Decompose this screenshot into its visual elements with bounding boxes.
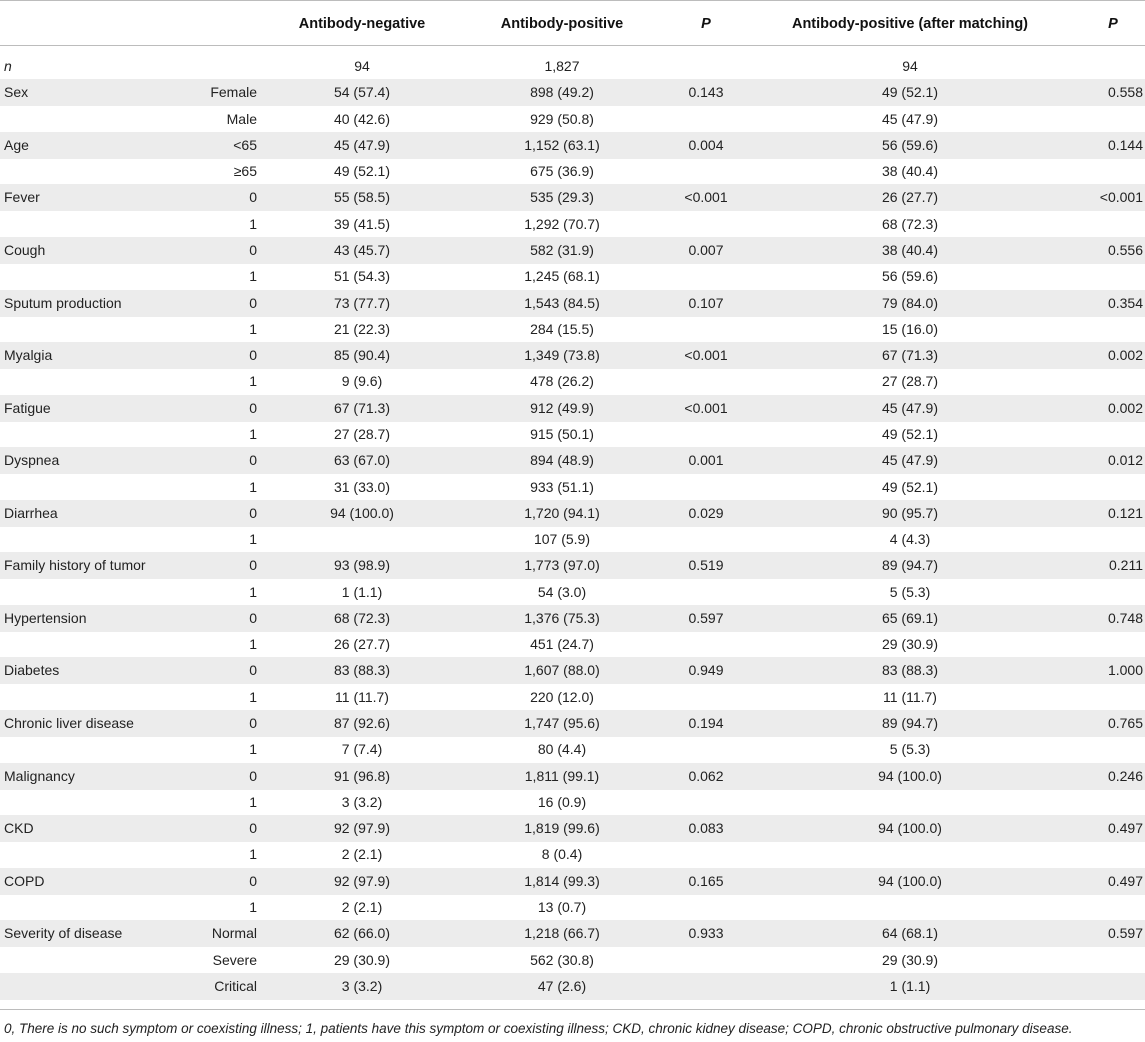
row-antibody-negative: 26 (27.7) [333, 636, 391, 653]
row-level: 0 [249, 767, 257, 784]
row-antibody-negative: 27 (28.7) [333, 425, 391, 442]
row-variable: Diabetes [4, 662, 60, 679]
row-antibody-positive: 675 (36.9) [530, 163, 594, 180]
row-level: 1 [249, 268, 257, 285]
header-antibody-negative: Antibody-negative [298, 16, 426, 32]
row-antibody-negative: 92 (97.9) [333, 820, 391, 837]
row-level: 0 [249, 872, 257, 889]
row-level: 0 [249, 294, 257, 311]
row-antibody-positive: 284 (15.5) [530, 320, 594, 337]
row-antibody-positive: 1,245 (68.1) [524, 268, 600, 285]
table-row [0, 552, 1145, 579]
row-antibody-negative: 3 (3.2) [341, 793, 383, 810]
table-header [0, 0, 1145, 46]
row-p-value: 0.107 [688, 294, 724, 311]
row-antibody-negative: 87 (92.6) [333, 715, 391, 731]
row-antibody-positive-matched: 5 (5.3) [889, 741, 931, 758]
row-antibody-positive-matched: 64 (68.1) [881, 925, 939, 942]
row-antibody-positive: 1,747 (95.6) [524, 715, 600, 731]
row-antibody-negative: 45 (47.9) [333, 136, 391, 153]
row-antibody-positive-matched: 15 (16.0) [881, 320, 939, 337]
row-antibody-positive-matched: 94 (100.0) [878, 767, 942, 784]
row-antibody-positive-matched: 89 (94.7) [881, 557, 939, 574]
table-row [0, 631, 1145, 658]
row-antibody-positive-matched: 79 (84.0) [881, 294, 939, 311]
table-row [0, 763, 1145, 790]
row-variable: Malignancy [4, 767, 75, 784]
table-row [0, 526, 1145, 553]
row-antibody-positive-matched: 68 (72.3) [881, 215, 939, 232]
row-antibody-positive: 80 (4.4) [537, 741, 587, 758]
row-antibody-positive-matched: 4 (4.3) [889, 531, 931, 547]
table-row [0, 920, 1145, 947]
row-antibody-positive: 912 (49.9) [530, 399, 594, 416]
table-row [0, 579, 1145, 606]
row-antibody-positive: 1,819 (99.6) [524, 820, 600, 837]
row-antibody-positive-matched: 49 (52.1) [881, 84, 939, 101]
row-antibody-positive-matched: 56 (59.6) [881, 268, 939, 285]
row-antibody-negative: 9 (9.6) [341, 373, 383, 390]
table-row [0, 53, 1145, 80]
row-level: 1 [249, 899, 257, 915]
row-antibody-negative: 94 (100.0) [330, 504, 394, 521]
row-antibody-negative: 49 (52.1) [333, 163, 391, 180]
table-footnote: 0, There is no such symptom or coexisting illness; 1, patients have this symptom or coexisting illness; CKD, chronic kidney disease; COPD, chronic obstructive pulmonary disease. [4, 1021, 1073, 1036]
row-antibody-positive-matched: 26 (27.7) [881, 189, 939, 206]
row-level: 0 [249, 399, 257, 416]
row-antibody-negative: 55 (58.5) [333, 189, 391, 206]
row-antibody-negative: 93 (98.9) [333, 557, 391, 574]
table-row [0, 947, 1145, 974]
row-level: 1 [249, 478, 257, 495]
row-p-value-matched: 0.354 [1107, 294, 1143, 311]
row-antibody-positive: 1,720 (94.1) [524, 504, 600, 521]
row-variable: Severity of disease [4, 925, 123, 942]
row-level: 1 [249, 583, 257, 600]
row-antibody-negative: 94 [354, 58, 370, 74]
row-level: Female [210, 84, 257, 101]
row-p-value: 0.143 [688, 84, 724, 101]
row-p-value-matched: 1.000 [1107, 662, 1143, 679]
row-antibody-positive-matched: 94 (100.0) [878, 872, 942, 889]
row-level: 1 [249, 215, 257, 232]
row-antibody-positive: 1,376 (75.3) [524, 609, 600, 626]
row-variable: Sputum production [4, 294, 122, 311]
table-row [0, 395, 1145, 422]
row-antibody-positive: 582 (31.9) [530, 242, 594, 258]
row-antibody-positive-matched: 27 (28.7) [881, 373, 939, 390]
row-p-value-matched: 0.748 [1107, 609, 1143, 626]
row-antibody-positive: 1,152 (63.1) [524, 136, 600, 153]
row-antibody-negative: 21 (22.3) [333, 320, 391, 337]
row-level: 0 [249, 347, 257, 364]
table-row [0, 605, 1145, 632]
row-antibody-positive-matched: 11 (11.7) [883, 688, 937, 705]
row-antibody-positive: 1,773 (97.0) [524, 557, 600, 574]
row-variable: Family history of tumor [4, 557, 146, 574]
row-antibody-negative: 2 (2.1) [341, 899, 383, 915]
table-row [0, 894, 1145, 921]
table-row [0, 684, 1145, 711]
row-level: 0 [249, 820, 257, 837]
table-row [0, 973, 1145, 1000]
row-p-value: 0.083 [688, 820, 724, 837]
row-antibody-positive-matched: 94 (100.0) [878, 820, 942, 837]
row-p-value: <0.001 [684, 399, 728, 416]
row-antibody-positive-matched: 29 (30.9) [881, 636, 939, 653]
row-variable: CKD [4, 820, 34, 837]
row-p-value-matched: 0.246 [1107, 767, 1143, 784]
row-p-value: 0.949 [688, 662, 724, 679]
table-row [0, 500, 1145, 527]
row-p-value-matched: 0.558 [1107, 84, 1143, 101]
row-antibody-positive-matched: 90 (95.7) [881, 504, 939, 521]
row-level: <65 [233, 136, 257, 153]
row-antibody-positive: 8 (0.4) [541, 846, 583, 863]
row-antibody-positive: 1,607 (88.0) [524, 662, 600, 679]
row-level: 0 [249, 189, 257, 206]
row-antibody-positive: 54 (3.0) [537, 583, 587, 600]
row-p-value: 0.597 [688, 609, 724, 626]
row-level: Severe [212, 951, 257, 968]
table-row [0, 421, 1145, 448]
row-antibody-positive: 220 (12.0) [530, 688, 594, 705]
row-p-value: 0.194 [688, 715, 724, 731]
row-antibody-positive-matched: 29 (30.9) [881, 951, 939, 968]
row-p-value-matched: 0.121 [1107, 504, 1143, 521]
row-antibody-positive: 915 (50.1) [530, 425, 594, 442]
table-row [0, 657, 1145, 684]
row-level: Critical [214, 977, 257, 994]
row-p-value-matched: <0.001 [1099, 189, 1143, 206]
row-antibody-negative: 11 (11.7) [335, 688, 389, 705]
row-antibody-positive-matched: 83 (88.3) [881, 662, 939, 679]
row-variable: Myalgia [4, 347, 53, 364]
row-antibody-negative: 31 (33.0) [333, 478, 391, 495]
row-level: 0 [249, 452, 257, 469]
row-p-value-matched: 0.211 [1109, 557, 1143, 574]
row-variable: n [4, 58, 12, 74]
row-antibody-positive-matched: 38 (40.4) [881, 163, 939, 180]
row-variable: Fever [4, 189, 40, 206]
row-antibody-positive-matched: 45 (47.9) [881, 452, 939, 469]
row-p-value: 0.062 [688, 767, 724, 784]
table-row [0, 815, 1145, 842]
table-row [0, 736, 1145, 763]
row-p-value-matched: 0.002 [1107, 347, 1143, 364]
table-row [0, 211, 1145, 238]
row-level: 1 [249, 688, 257, 705]
header-p-value-matched: P [1108, 16, 1118, 32]
row-antibody-positive-matched: 45 (47.9) [881, 399, 939, 416]
row-antibody-positive-matched: 49 (52.1) [881, 425, 939, 442]
row-antibody-negative: 85 (90.4) [333, 347, 391, 364]
row-antibody-positive: 1,349 (73.8) [524, 347, 600, 364]
row-antibody-negative: 68 (72.3) [333, 609, 391, 626]
table-row [0, 106, 1145, 133]
row-antibody-positive: 535 (29.3) [530, 189, 594, 206]
table-row [0, 158, 1145, 185]
row-antibody-positive: 929 (50.8) [530, 110, 594, 127]
header-antibody-positive: Antibody-positive [500, 16, 624, 32]
row-level: 1 [249, 846, 257, 863]
row-antibody-negative: 63 (67.0) [333, 452, 391, 469]
row-antibody-negative: 73 (77.7) [333, 294, 391, 311]
row-antibody-negative: 67 (71.3) [333, 399, 391, 416]
row-variable: Dyspnea [4, 452, 60, 469]
row-antibody-negative: 40 (42.6) [333, 110, 391, 127]
row-antibody-negative: 2 (2.1) [341, 846, 383, 863]
row-antibody-positive: 1,218 (66.7) [524, 925, 600, 942]
row-level: ≥65 [233, 163, 257, 180]
row-antibody-positive-matched: 38 (40.4) [881, 242, 939, 258]
table-row [0, 184, 1145, 211]
table-row [0, 474, 1145, 501]
row-antibody-negative: 29 (30.9) [333, 951, 391, 968]
row-p-value-matched: 0.597 [1107, 925, 1143, 942]
row-p-value-matched: 0.012 [1107, 452, 1143, 469]
row-antibody-positive: 1,811 (99.1) [524, 767, 600, 784]
row-level: 1 [249, 636, 257, 653]
table-row [0, 710, 1145, 737]
table-row [0, 868, 1145, 895]
row-antibody-positive: 1,814 (99.3) [524, 872, 600, 889]
row-antibody-positive-matched: 67 (71.3) [881, 347, 939, 364]
row-antibody-positive: 16 (0.9) [537, 793, 587, 810]
table-row [0, 237, 1145, 264]
row-level: 1 [249, 531, 257, 547]
table-row [0, 316, 1145, 343]
row-antibody-negative: 62 (66.0) [333, 925, 391, 942]
row-antibody-negative: 54 (57.4) [333, 84, 391, 101]
row-level: 0 [249, 609, 257, 626]
row-p-value: 0.004 [688, 136, 724, 153]
row-antibody-negative: 3 (3.2) [341, 977, 383, 994]
row-variable: Diarrhea [4, 504, 58, 521]
row-antibody-positive-matched: 94 [902, 58, 918, 74]
row-p-value: 0.519 [688, 557, 724, 574]
row-antibody-positive-matched: 56 (59.6) [881, 136, 939, 153]
row-p-value: 0.029 [688, 504, 724, 521]
table-row [0, 447, 1145, 474]
row-antibody-positive: 562 (30.8) [530, 951, 594, 968]
row-antibody-negative: 91 (96.8) [333, 767, 391, 784]
row-antibody-positive: 47 (2.6) [537, 977, 587, 994]
table-row [0, 263, 1145, 290]
row-level: 1 [249, 373, 257, 390]
row-antibody-positive-matched: 5 (5.3) [889, 583, 931, 600]
row-p-value-matched: 0.002 [1107, 399, 1143, 416]
row-antibody-positive: 894 (48.9) [530, 452, 594, 469]
row-antibody-positive: 1,827 [544, 58, 580, 74]
row-antibody-positive-matched: 49 (52.1) [881, 478, 939, 495]
row-level: Normal [211, 925, 257, 942]
row-antibody-positive: 107 (5.9) [533, 531, 591, 547]
table-row [0, 789, 1145, 816]
row-antibody-negative: 92 (97.9) [333, 872, 391, 889]
table-row [0, 79, 1145, 106]
row-antibody-negative: 1 (1.1) [341, 583, 383, 600]
row-level: 1 [249, 793, 257, 810]
table-row [0, 841, 1145, 868]
row-p-value: 0.165 [688, 872, 724, 889]
row-antibody-positive: 1,292 (70.7) [524, 215, 600, 232]
row-p-value: <0.001 [684, 347, 728, 364]
row-level: 0 [249, 662, 257, 679]
row-variable: Chronic liver disease [4, 715, 134, 731]
row-antibody-positive: 451 (24.7) [530, 636, 594, 653]
row-p-value: 0.001 [688, 452, 724, 469]
row-antibody-negative: 83 (88.3) [333, 662, 391, 679]
row-antibody-positive-matched: 1 (1.1) [889, 977, 931, 994]
row-level: 1 [249, 741, 257, 758]
table-row [0, 132, 1145, 159]
row-antibody-negative: 39 (41.5) [333, 215, 391, 232]
row-antibody-negative: 43 (45.7) [333, 242, 391, 258]
row-antibody-positive-matched: 65 (69.1) [881, 609, 939, 626]
row-antibody-positive: 1,543 (84.5) [524, 294, 600, 311]
row-p-value-matched: 0.144 [1107, 136, 1143, 153]
row-antibody-negative: 7 (7.4) [341, 741, 383, 758]
row-antibody-positive: 898 (49.2) [530, 84, 594, 101]
table-row [0, 368, 1145, 395]
row-level: Male [226, 110, 257, 127]
row-p-value-matched: 0.497 [1107, 820, 1143, 837]
row-level: 0 [249, 715, 257, 731]
row-level: 0 [249, 557, 257, 574]
row-level: 0 [249, 242, 257, 258]
header-p-value: P [701, 16, 711, 32]
row-p-value: 0.007 [688, 242, 724, 258]
row-p-value-matched: 0.497 [1107, 872, 1143, 889]
table-row [0, 290, 1145, 317]
table-bottom-rule [0, 1009, 1145, 1010]
row-variable: Cough [4, 242, 46, 258]
row-level: 1 [249, 425, 257, 442]
row-variable: Fatigue [4, 399, 51, 416]
row-p-value: 0.933 [688, 925, 724, 942]
row-level: 0 [249, 504, 257, 521]
table-row [0, 342, 1145, 369]
row-antibody-positive: 933 (51.1) [530, 478, 594, 495]
row-p-value: <0.001 [684, 189, 728, 206]
row-antibody-positive-matched: 89 (94.7) [881, 715, 939, 731]
row-antibody-positive: 478 (26.2) [530, 373, 594, 390]
header-antibody-positive-matched: Antibody-positive (after matching) [791, 16, 1029, 32]
row-variable: COPD [4, 872, 45, 889]
row-p-value-matched: 0.765 [1107, 715, 1143, 731]
row-variable: Hypertension [4, 609, 87, 626]
row-antibody-negative: 51 (54.3) [333, 268, 391, 285]
row-p-value-matched: 0.556 [1107, 242, 1143, 258]
row-level: 1 [249, 320, 257, 337]
row-antibody-positive: 13 (0.7) [537, 899, 587, 915]
row-antibody-positive-matched: 45 (47.9) [881, 110, 939, 127]
row-variable: Sex [4, 84, 29, 101]
row-variable: Age [4, 136, 29, 153]
